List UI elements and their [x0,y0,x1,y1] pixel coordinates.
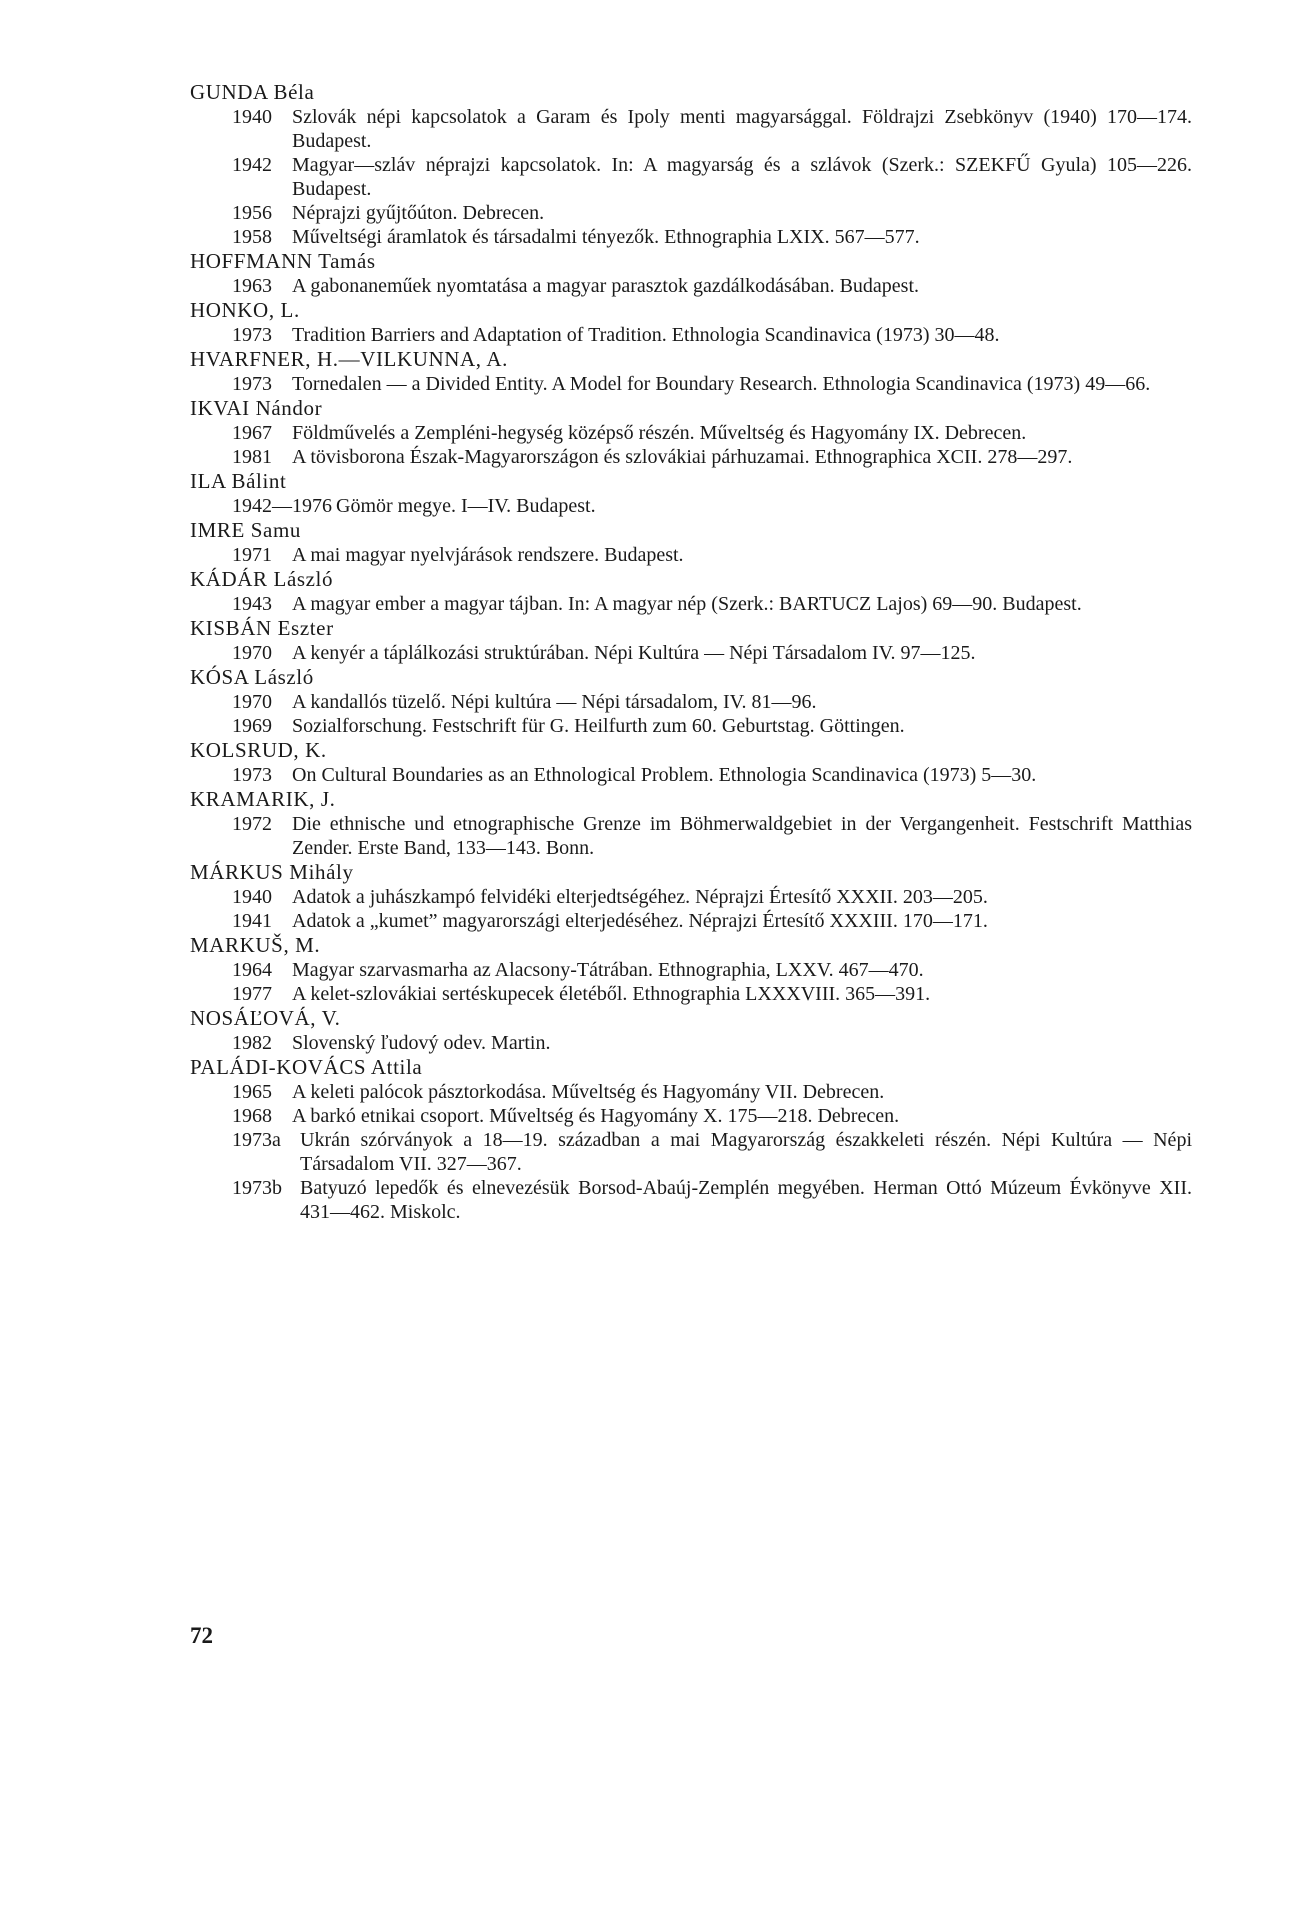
author-name: KÁDÁR László [190,567,334,591]
bibliography-entry [232,201,1192,225]
bibliography-entry [232,1104,1192,1128]
bibliography-entry [232,445,1192,469]
author-name: GUNDA Béla [190,80,315,104]
bibliography-author-group [190,860,1192,933]
bibliography-entry [232,909,1192,933]
bibliography-entry [232,225,1192,249]
entry-year: 1956 [232,202,272,224]
bibliography-author-group [190,933,1192,1006]
author-name: KÓSA László [190,665,314,689]
bibliography-author-group [190,298,1192,347]
bibliography-entry [232,323,1192,347]
bibliography-entry [232,982,1192,1006]
bibliography-author-group [190,616,1192,665]
entry-text: Adatok a juhászkampó felvidéki elterjedtségéhez. Néprajzi Értesítő XXXII. 203—205. [292,886,988,908]
bibliography-entry [232,690,1192,714]
entry-text: Gömör megye. I—IV. Budapest. [336,495,596,517]
entry-text: Magyar—szláv néprajzi kapcsolatok. In: A magyarság és a szlávok (Szerk.: SZEKFŰ Gyula) 105—226. Budapest. [292,154,1192,200]
author-name: MARKUŠ, M. [190,933,321,957]
entry-text: Adatok a „kumet” magyarországi elterjedéséhez. Néprajzi Értesítő XXXIII. 170—171. [292,910,988,932]
entry-text: Ukrán szórványok a 18—19. században a mai Magyarország északkeleti részén. Népi Kultúra — Népi Társadalom VII. 327—367. [300,1129,1192,1175]
author-name: IMRE Samu [190,518,301,542]
bibliography-author-group [190,249,1192,298]
entry-year: 1967 [232,422,272,444]
bibliography-entry [232,763,1192,787]
entry-year: 1971 [232,544,272,566]
author-name: KRAMARIK, J. [190,787,336,811]
entry-text: Die ethnische und etnographische Grenze im Böhmerwaldgebiet in der Vergangenheit. Festschrift Matthias Zender. Erste Band, 133—143. Bonn. [292,813,1192,859]
bibliography-author-group [190,665,1192,738]
entry-text: A kenyér a táplálkozási struktúrában. Népi Kultúra — Népi Társadalom IV. 97—125. [292,642,976,664]
bibliography-entry [232,1080,1192,1104]
author-name: KOLSRUD, K. [190,738,327,762]
author-name: IKVAI Nándor [190,396,323,420]
bibliography-entry [232,421,1192,445]
author-name: NOSÁĽOVÁ, V. [190,1006,341,1030]
entry-text: Néprajzi gyűjtőúton. Debrecen. [292,202,545,224]
entry-text: A keleti palócok pásztorkodása. Műveltség és Hagyomány VII. Debrecen. [292,1081,885,1103]
entry-text: Tradition Barriers and Adaptation of Tradition. Ethnologia Scandinavica (1973) 30—48. [292,324,1000,346]
entry-text: Slovenský ľudový odev. Martin. [292,1032,551,1054]
entry-text: A kandallós tüzelő. Népi kultúra — Népi társadalom, IV. 81—96. [292,691,817,713]
bibliography-entry [232,274,1192,298]
entry-year: 1969 [232,715,272,737]
entry-year: 1982 [232,1032,272,1054]
entry-year: 1973b [232,1177,282,1199]
entry-year: 1963 [232,275,272,297]
entry-year: 1981 [232,446,272,468]
author-name: HONKO, L. [190,298,300,322]
bibliography-author-group [190,518,1192,567]
bibliography-entry [232,105,1192,153]
author-name: ILA Bálint [190,469,287,493]
entry-text: A kelet-szlovákiai sertéskupecek életéből. Ethnographia LXXXVIII. 365—391. [292,983,931,1005]
entry-text: A gabonaneműek nyomtatása a magyar parasztok gazdálkodásában. Budapest. [292,275,920,297]
bibliography-author-group [190,1006,1192,1055]
entry-text: A barkó etnikai csoport. Műveltség és Hagyomány X. 175—218. Debrecen. [292,1105,900,1127]
bibliography-entry [232,1176,1192,1224]
bibliography-entry [232,641,1192,665]
bibliography-author-group [190,787,1192,860]
bibliography-entry [232,592,1192,616]
bibliography-entry [232,372,1192,396]
entry-year: 1968 [232,1105,272,1127]
author-name: KISBÁN Eszter [190,616,334,640]
entry-year: 1958 [232,226,272,248]
entry-text: Műveltségi áramlatok és társadalmi tényezők. Ethnographia LXIX. 567—577. [292,226,920,248]
entry-year: 1973 [232,764,272,786]
entry-text: Földművelés a Zempléni-hegység középső részén. Műveltség és Hagyomány IX. Debrecen. [292,422,1027,444]
bibliography-author-group [190,738,1192,787]
author-name: PALÁDI-KOVÁCS Attila [190,1055,423,1079]
entry-year: 1942—1976 [232,495,332,517]
bibliography-author-group [190,347,1192,396]
entry-year: 1973a [232,1129,281,1151]
entry-year: 1943 [232,593,272,615]
bibliography-entry [232,1031,1192,1055]
bibliography-entry [232,812,1192,860]
entry-year: 1973 [232,373,272,395]
entry-year: 1977 [232,983,272,1005]
entry-year: 1940 [232,106,272,128]
entry-year: 1970 [232,691,272,713]
author-name: HOFFMANN Tamás [190,249,376,273]
entry-text: A tövisborona Észak-Magyarországon és szlovákiai párhuzamai. Ethnographica XCII. 278—297. [292,446,1073,468]
bibliography-entry [232,714,1192,738]
author-name: HVARFNER, H.—VILKUNNA, A. [190,347,508,371]
bibliography-author-group [190,567,1192,616]
bibliography-entry [232,153,1192,201]
bibliography-entry [232,885,1192,909]
entry-year: 1965 [232,1081,272,1103]
entry-text: Magyar szarvasmarha az Alacsony-Tátrában. Ethnographia, LXXV. 467—470. [292,959,924,981]
entry-text: Szlovák népi kapcsolatok a Garam és Ipoly menti magyarsággal. Földrajzi Zsebkönyv (1940) 170—174. Budapest. [292,106,1192,152]
bibliography-entry [232,958,1192,982]
entry-text: Batyuzó lepedők és elnevezésük Borsod-Abaúj-Zemplén megyében. Herman Ottó Múzeum Évkönyve XII. 431—462. Miskolc. [300,1177,1192,1223]
bibliography-list [190,80,1192,1224]
entry-text: Tornedalen — a Divided Entity. A Model for Boundary Research. Ethnologia Scandinavica (1973) 49—66. [292,373,1151,395]
author-name: MÁRKUS Mihály [190,860,354,884]
entry-year: 1940 [232,886,272,908]
entry-text: A mai magyar nyelvjárások rendszere. Budapest. [292,544,684,566]
entry-year: 1941 [232,910,272,932]
entry-year: 1972 [232,813,272,835]
bibliography-author-group [190,1055,1192,1224]
entry-text: A magyar ember a magyar tájban. In: A magyar nép (Szerk.: BARTUCZ Lajos) 69—90. Budapest. [292,593,1082,615]
page-number: 72 [190,1623,213,1648]
entry-year: 1964 [232,959,272,981]
bibliography-author-group [190,396,1192,469]
entry-year: 1970 [232,642,272,664]
entry-year: 1942 [232,154,272,176]
bibliography-entry [232,494,1192,518]
entry-text: Sozialforschung. Festschrift für G. Heilfurth zum 60. Geburtstag. Göttingen. [292,715,905,737]
bibliography-entry [232,543,1192,567]
bibliography-author-group [190,469,1192,518]
bibliography-entry [232,1128,1192,1176]
entry-year: 1973 [232,324,272,346]
bibliography-author-group [190,80,1192,249]
entry-text: On Cultural Boundaries as an Ethnological Problem. Ethnologia Scandinavica (1973) 5—30. [292,764,1037,786]
